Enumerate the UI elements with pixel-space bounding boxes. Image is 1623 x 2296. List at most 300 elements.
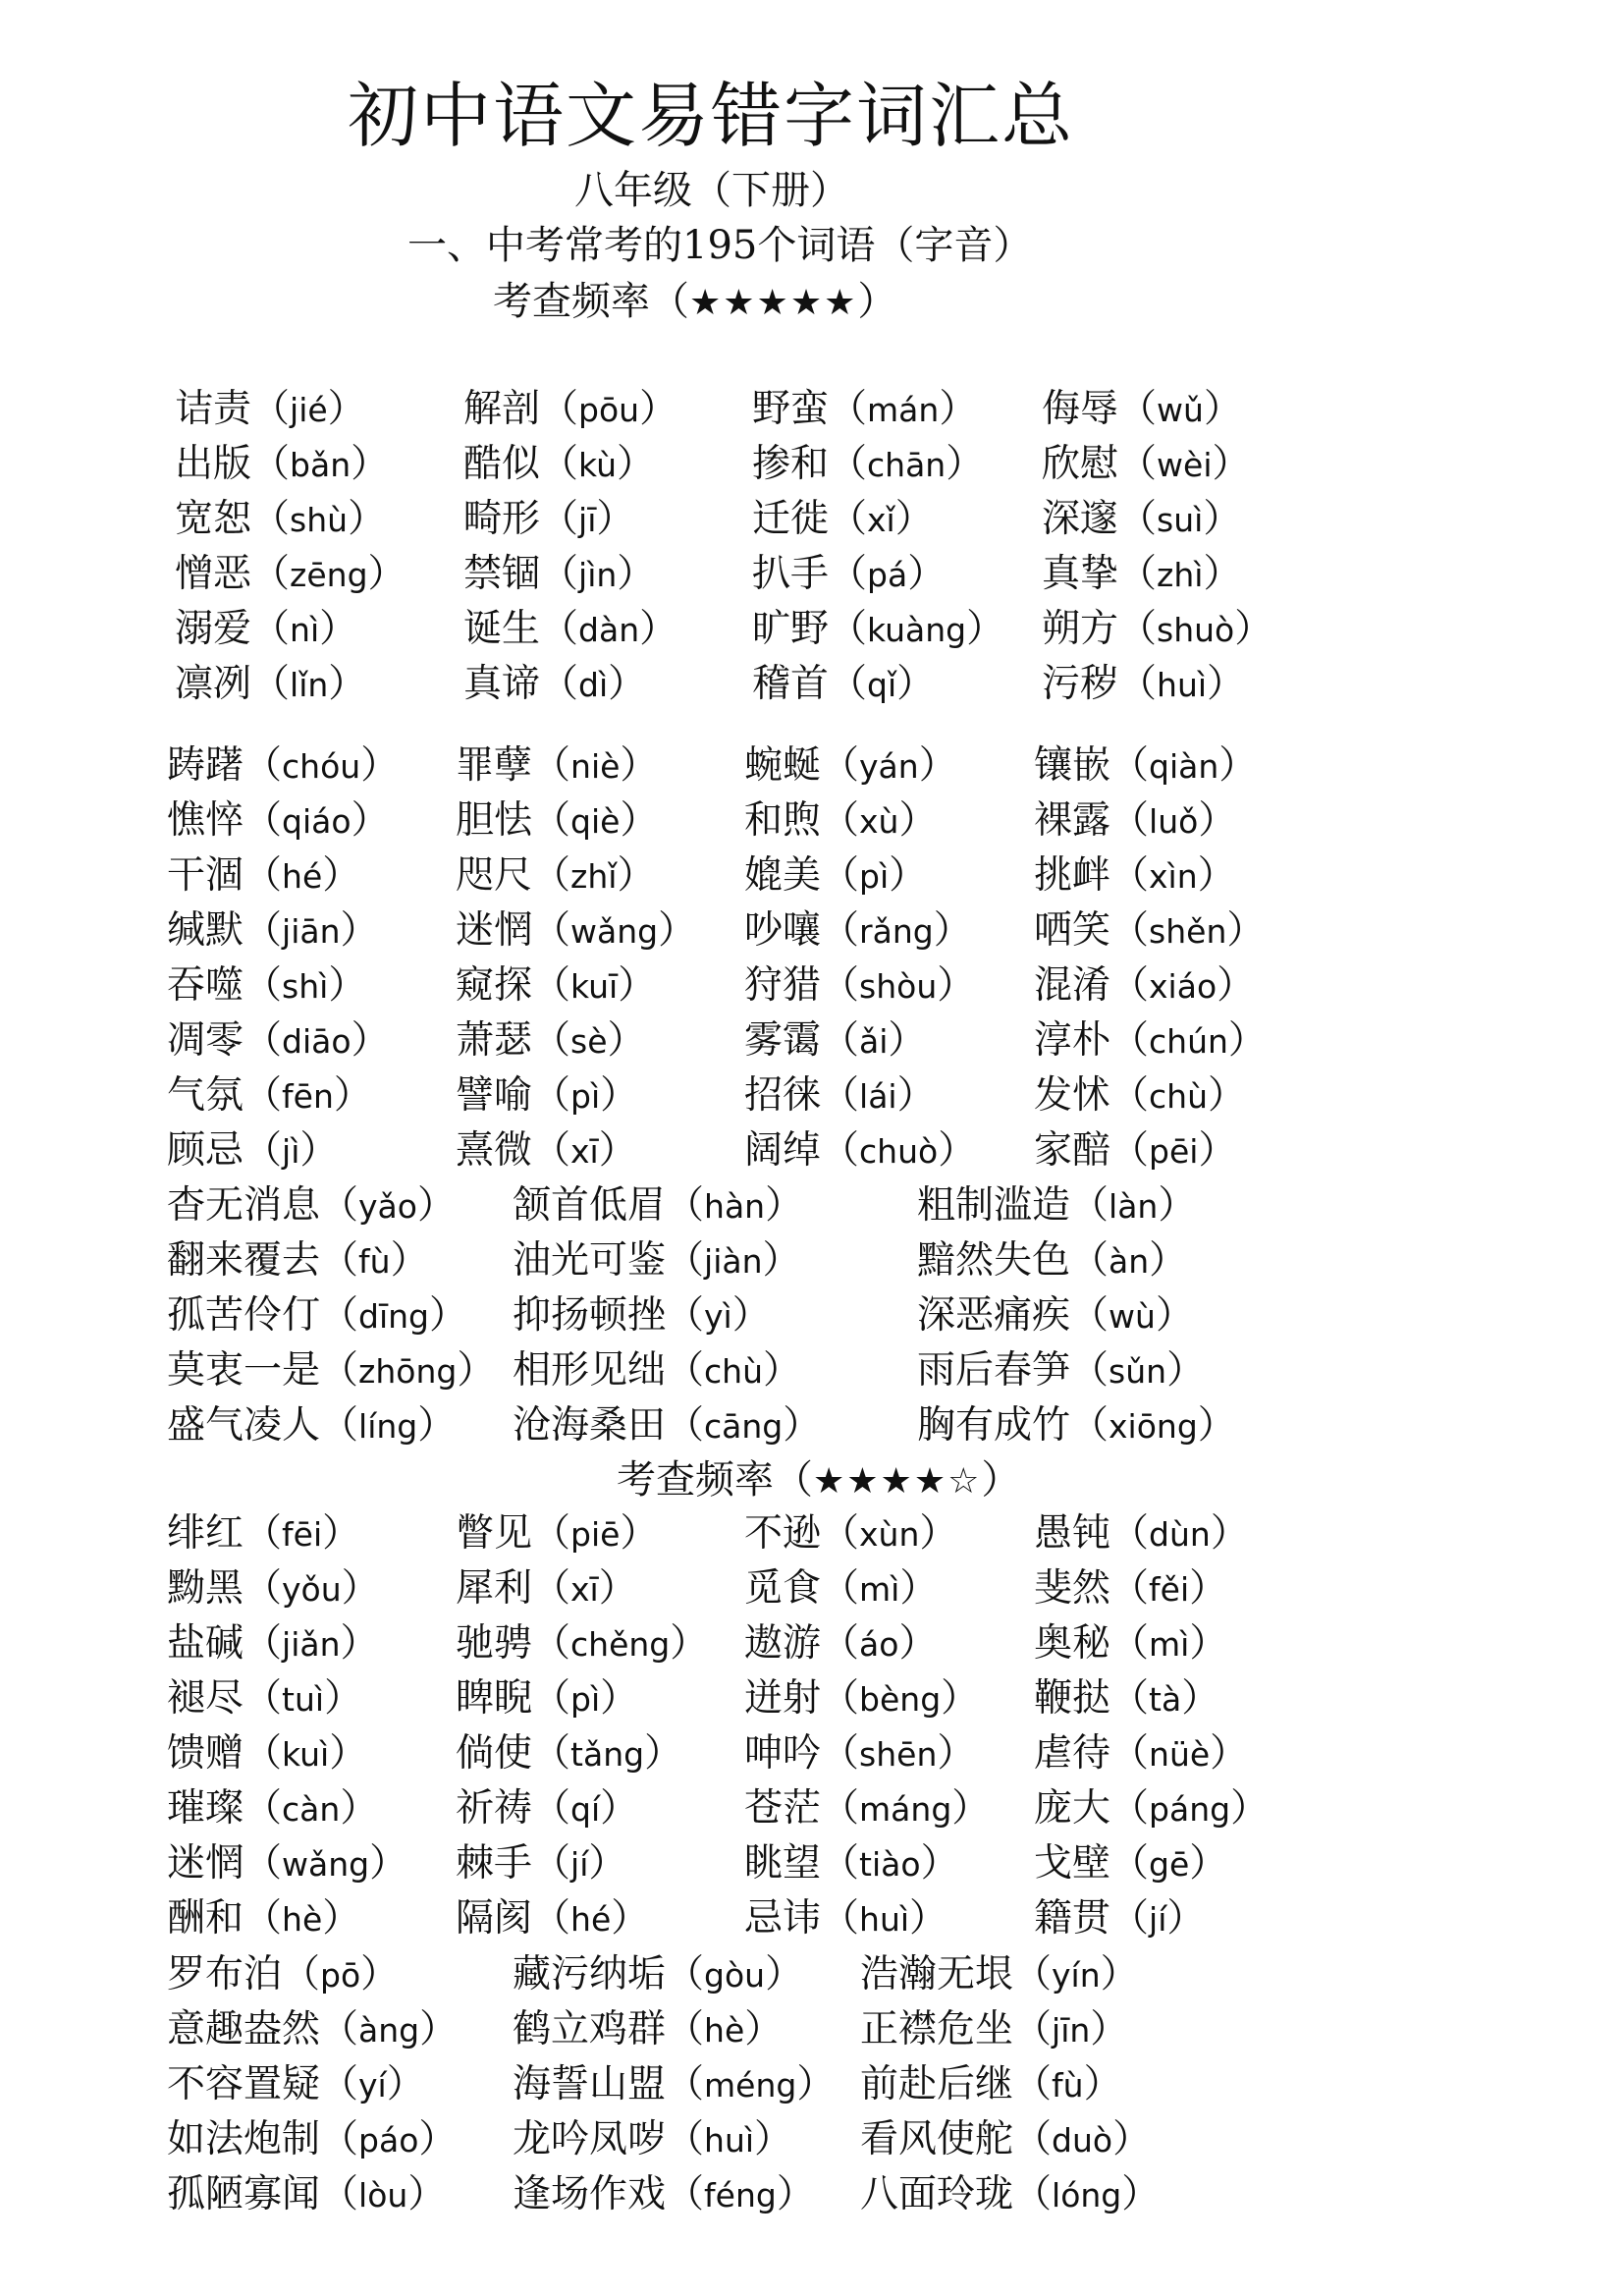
paren-open: （ (532, 798, 571, 843)
pinyin-text: lóng (1052, 2176, 1122, 2214)
pinyin-text: jí (570, 1845, 589, 1884)
paren-close: ） (1189, 1621, 1228, 1666)
paren-close: ） (765, 1952, 804, 1996)
word-text: 黯然失色 (917, 1238, 1071, 1283)
pinyin-text: cāng (704, 1407, 784, 1446)
paren-open: （ (243, 1841, 283, 1886)
word-text: 眺望 (744, 1841, 822, 1886)
paren-close: ） (765, 1183, 804, 1228)
word-text: 鹤立鸡群 (513, 2007, 667, 2051)
pinyin-text: máng (859, 1790, 952, 1829)
word-text: 狩猎 (744, 963, 822, 1008)
paren-close: ） (416, 1183, 456, 1228)
paren-open: （ (540, 497, 579, 541)
paren-open: （ (243, 743, 283, 788)
paren-open: （ (320, 1403, 359, 1448)
word-text: 混淆 (1034, 963, 1111, 1008)
pinyin-text: xìn (1149, 857, 1198, 896)
pinyin-text: huì (704, 2121, 755, 2159)
pinyin-text: pì (570, 1077, 601, 1116)
paren-open: （ (1070, 1293, 1109, 1338)
pinyin-text: àn (1109, 1242, 1150, 1281)
pinyin-text: zhōng (358, 1352, 458, 1391)
pinyin-text: qiè (570, 802, 621, 841)
paren-open: （ (243, 798, 283, 843)
word-entry (463, 653, 646, 708)
grade-heading: 八年级（下册） (574, 168, 849, 213)
word-entry (1034, 1832, 1227, 1887)
word-entry (513, 1943, 803, 1998)
frequency-label: 考查频率（ (493, 279, 689, 324)
pinyin-text: zēng (290, 556, 368, 594)
word-text: 驰骋 (456, 1621, 533, 1666)
pinyin-text: dì (578, 666, 609, 704)
word-text: 盛气凌人 (167, 1403, 321, 1448)
pinyin-text: xiáo (1149, 967, 1217, 1006)
word-text: 酬和 (167, 1896, 244, 1941)
paren-open: （ (320, 2062, 359, 2106)
paren-close: ） (1208, 1073, 1247, 1118)
paren-open: （ (821, 1511, 860, 1556)
paren-close: ） (1090, 2007, 1129, 2051)
word-text: 鞭挞 (1034, 1676, 1111, 1721)
word-text: 罪孽 (456, 743, 533, 788)
paren-close: ） (888, 1018, 927, 1063)
pinyin-text: tà (1149, 1680, 1182, 1719)
paren-close: ） (898, 1621, 938, 1666)
paren-close: ） (299, 1128, 339, 1173)
pinyin-text: chuò (859, 1132, 939, 1171)
word-entry (752, 378, 977, 433)
paren-close: ） (966, 607, 1005, 651)
paren-close: ） (1227, 1018, 1267, 1063)
word-text: 前赴后继 (860, 2062, 1014, 2106)
word-text: 粗制滥造 (917, 1183, 1071, 1228)
paren-close: ） (341, 1566, 380, 1611)
pinyin-text: pō (320, 1956, 361, 1995)
paren-open: （ (829, 607, 868, 651)
word-entry (167, 955, 366, 1010)
word-entry (167, 900, 379, 955)
word-entry (744, 845, 927, 900)
word-entry (1034, 1667, 1219, 1722)
word-text: 沧海桑田 (513, 1403, 667, 1448)
paren-open: （ (1110, 1841, 1150, 1886)
pinyin-text: chěng (570, 1625, 671, 1664)
word-text: 如法炮制 (167, 2117, 321, 2161)
word-entry (1042, 378, 1242, 433)
paren-open: （ (821, 798, 860, 843)
paren-close: ） (1234, 607, 1273, 651)
paren-close: ） (386, 2062, 425, 2106)
word-text: 裸露 (1034, 798, 1111, 843)
word-text: 深恶痛疾 (917, 1293, 1071, 1338)
word-entry (860, 1998, 1128, 2053)
word-entry (167, 1832, 407, 1887)
word-text: 禁锢 (463, 552, 541, 596)
paren-close: ） (1181, 1676, 1220, 1721)
paren-open: （ (1110, 1566, 1150, 1611)
word-text: 旷野 (752, 607, 830, 651)
page-title: 初中语文易错字词汇总 (347, 75, 1074, 157)
pinyin-text: shěn (1149, 912, 1227, 951)
word-text: 迷惘 (167, 1841, 244, 1886)
pinyin-text: shuò (1157, 611, 1235, 649)
word-text: 觅食 (744, 1566, 822, 1611)
pinyin-text: zhǐ (570, 857, 618, 896)
paren-close: ） (1166, 1896, 1206, 1941)
paren-close: ） (1121, 2172, 1161, 2216)
paren-open: （ (251, 552, 291, 596)
word-entry (167, 1998, 458, 2053)
paren-open: （ (1013, 1952, 1053, 1996)
paren-open: （ (666, 1293, 705, 1338)
word-text: 浩瀚无垠 (860, 1952, 1014, 1996)
word-entry (456, 1832, 626, 1887)
word-text: 憎恶 (175, 552, 252, 596)
paren-open: （ (1070, 1403, 1109, 1448)
paren-close: ） (1149, 1238, 1188, 1283)
paren-close: ） (937, 1731, 976, 1776)
pinyin-text: yí (358, 2066, 387, 2105)
word-text: 阔绰 (744, 1128, 822, 1173)
paren-open: （ (821, 1731, 860, 1776)
paren-close: ） (617, 442, 656, 486)
word-text: 颔首低眉 (513, 1183, 667, 1228)
paren-close: ） (1083, 2062, 1122, 2106)
pinyin-text: wèi (1157, 446, 1213, 484)
paren-open: （ (532, 1731, 571, 1776)
word-entry (456, 1120, 637, 1175)
word-text: 雾霭 (744, 1018, 822, 1063)
word-entry (456, 845, 655, 900)
word-text: 凛冽 (175, 662, 252, 706)
pinyin-text: fěi (1149, 1570, 1190, 1609)
paren-close: ） (418, 2117, 458, 2161)
word-text: 褪尽 (167, 1676, 244, 1721)
word-entry (456, 735, 658, 790)
paren-open: （ (243, 1128, 283, 1173)
paren-open: （ (282, 1952, 321, 1996)
star-rating-icon: ★★★★★ (689, 283, 858, 323)
paren-close: ） (670, 1621, 709, 1666)
paren-open: （ (251, 607, 291, 651)
word-entry (744, 1558, 938, 1613)
word-text: 真谛 (463, 662, 541, 706)
pinyin-text: mì (859, 1570, 900, 1609)
pinyin-text: zhì (1157, 556, 1204, 594)
paren-open: （ (243, 1566, 283, 1611)
paren-close: ） (322, 853, 361, 898)
word-text: 深邃 (1042, 497, 1119, 541)
paren-open: （ (243, 853, 283, 898)
word-entry (175, 378, 366, 433)
word-entry (456, 1010, 646, 1065)
word-entry (167, 1887, 360, 1942)
paren-close: ） (744, 2007, 784, 2051)
paren-open: （ (821, 1018, 860, 1063)
paren-open: （ (251, 497, 291, 541)
paren-open: （ (1013, 2172, 1053, 2216)
pinyin-text: huì (859, 1900, 910, 1939)
paren-close: ） (328, 963, 367, 1008)
paren-open: （ (666, 1238, 705, 1283)
word-entry (1034, 1887, 1205, 1942)
word-text: 逢场作戏 (513, 2172, 667, 2216)
paren-close: ） (390, 1238, 429, 1283)
paren-open: （ (1070, 1238, 1109, 1283)
pinyin-text: jī (578, 501, 597, 539)
pinyin-text: yì (704, 1297, 732, 1336)
paren-close: ） (600, 1073, 639, 1118)
paren-close: ） (1189, 1566, 1228, 1611)
word-text: 朔方 (1042, 607, 1119, 651)
pinyin-text: huì (1157, 666, 1208, 704)
paren-close: ） (644, 1731, 683, 1776)
pinyin-text: fēn (282, 1077, 334, 1116)
frequency-heading-four-star (617, 1449, 1020, 1504)
word-entry (752, 653, 935, 708)
word-entry (1034, 1613, 1227, 1667)
word-text: 宽恕 (175, 497, 252, 541)
word-entry (456, 1558, 637, 1613)
paren-close: ） (1197, 853, 1236, 898)
word-entry (1034, 1503, 1249, 1558)
paren-open: （ (1118, 497, 1158, 541)
pinyin-text: dàn (578, 611, 640, 649)
pinyin-text: xù (859, 802, 899, 841)
paren-close: ） (1207, 662, 1246, 706)
paren-close: ） (909, 1896, 948, 1941)
word-text: 雨后春笋 (917, 1348, 1071, 1393)
pinyin-text: jì (282, 1132, 300, 1171)
pinyin-text: fù (358, 1242, 391, 1281)
word-text: 睥睨 (456, 1676, 533, 1721)
word-text: 龙吟凤哕 (513, 2117, 667, 2161)
word-entry (167, 1503, 360, 1558)
word-text: 棘手 (456, 1841, 533, 1886)
pinyin-text: jié (290, 391, 328, 429)
word-entry (513, 1998, 783, 2053)
paren-open: （ (1110, 853, 1150, 898)
word-text: 藏污纳垢 (513, 1952, 667, 1996)
pinyin-text: fēi (282, 1515, 323, 1554)
paren-close: ） (618, 963, 657, 1008)
word-entry (1034, 845, 1236, 900)
frequency-heading-five-star (493, 270, 896, 326)
paren-open: （ (1118, 662, 1158, 706)
paren-close: ） (1198, 798, 1237, 843)
word-text: 蜿蜒 (744, 743, 822, 788)
paren-close: ） (598, 1566, 637, 1611)
word-entry (456, 1667, 638, 1722)
word-entry (744, 1722, 975, 1777)
paren-close: ） (918, 743, 957, 788)
word-text: 家醅 (1034, 1128, 1111, 1173)
word-text: 馈赠 (167, 1731, 244, 1776)
paren-close: ） (324, 1676, 363, 1721)
word-entry (1034, 790, 1236, 845)
word-entry (1034, 1777, 1269, 1832)
pinyin-text: qǐ (867, 666, 897, 704)
paren-open: （ (1110, 798, 1150, 843)
word-text: 抑扬顿挫 (513, 1293, 667, 1338)
word-text: 油光可鉴 (513, 1238, 667, 1283)
pinyin-text: lòu (358, 2176, 408, 2214)
paren-open: （ (666, 2172, 705, 2216)
word-entry (744, 1503, 957, 1558)
paren-open: （ (1110, 1511, 1150, 1556)
paren-close: ） (1155, 1293, 1194, 1338)
paren-open: （ (1110, 1896, 1150, 1941)
pinyin-text: sǔn (1109, 1352, 1167, 1391)
word-entry (744, 955, 975, 1010)
pinyin-text: qiàn (1149, 747, 1219, 786)
word-entry (744, 1065, 936, 1120)
word-text: 愚钝 (1034, 1511, 1111, 1556)
pinyin-text: yán (859, 747, 919, 786)
pinyin-text: nüè (1149, 1735, 1211, 1774)
pinyin-text: méng (704, 2066, 797, 2105)
pinyin-text: gòu (704, 1956, 766, 1995)
word-text: 倘使 (456, 1731, 533, 1776)
paren-open: （ (1110, 1018, 1150, 1063)
paren-close: ） (1112, 2117, 1152, 2161)
word-entry (1034, 1120, 1236, 1175)
paren-close: ） (327, 387, 366, 431)
paren-close: ） (1198, 1128, 1237, 1173)
word-text: 缄默 (167, 908, 244, 953)
word-entry (1034, 1558, 1227, 1613)
paren-close: ） (1217, 963, 1256, 1008)
pinyin-text: ǎi (859, 1022, 889, 1061)
paren-open: （ (1118, 442, 1158, 486)
paren-open: （ (532, 1073, 571, 1118)
word-text: 凋零 (167, 1018, 244, 1063)
word-entry (463, 378, 677, 433)
paren-open: （ (243, 963, 283, 1008)
paren-open: （ (243, 1073, 283, 1118)
word-text: 不逊 (744, 1511, 822, 1556)
paren-open: （ (532, 1018, 571, 1063)
word-entry (917, 1339, 1205, 1394)
word-entry (1034, 1010, 1267, 1065)
word-text: 踌躇 (167, 743, 244, 788)
paren-close: ） (754, 2117, 793, 2161)
pinyin-text: hàn (704, 1187, 766, 1226)
word-text: 熹微 (456, 1128, 533, 1173)
word-text: 八面玲珑 (860, 2172, 1014, 2216)
paren-close: ） (608, 662, 647, 706)
paren-open: （ (532, 1128, 571, 1173)
word-entry (167, 1613, 379, 1667)
pinyin-text: wǔ (1157, 391, 1204, 429)
pinyin-text: tǎng (570, 1735, 645, 1774)
pinyin-text: niè (570, 747, 621, 786)
pinyin-text: piē (570, 1515, 621, 1554)
paren-close: ） (620, 1511, 659, 1556)
word-text: 淳朴 (1034, 1018, 1111, 1063)
pinyin-text: pēi (1149, 1132, 1199, 1171)
word-entry (456, 790, 658, 845)
word-text: 镶嵌 (1034, 743, 1111, 788)
word-entry (167, 1285, 467, 1339)
word-entry (175, 543, 406, 598)
word-entry (463, 433, 655, 488)
word-text: 虐待 (1034, 1731, 1111, 1776)
word-entry (167, 2163, 446, 2218)
word-entry (1034, 735, 1257, 790)
word-entry (167, 2053, 425, 2108)
word-entry (752, 488, 934, 543)
pinyin-text: sè (570, 1022, 608, 1061)
word-entry (513, 2163, 815, 2218)
paren-open: （ (821, 963, 860, 1008)
word-text: 萧瑟 (456, 1018, 533, 1063)
pinyin-text: chóu (282, 747, 361, 786)
paren-open: （ (1110, 1128, 1150, 1173)
pinyin-text: qí (570, 1790, 601, 1829)
word-entry (167, 1010, 390, 1065)
word-text: 祈祷 (456, 1786, 533, 1831)
word-text: 隔阂 (456, 1896, 533, 1941)
paren-open: （ (1110, 743, 1150, 788)
star-rating-icon: ★★★★☆ (813, 1461, 982, 1502)
paren-close: ） (360, 1952, 400, 1996)
paren-close: ） (1189, 1841, 1228, 1886)
word-text: 扒手 (752, 552, 830, 596)
paren-open: （ (532, 1511, 571, 1556)
paren-open: （ (666, 1952, 705, 1996)
pinyin-text: luǒ (1149, 802, 1199, 841)
paren-close: ） (322, 1511, 361, 1556)
paren-open: （ (829, 497, 868, 541)
word-entry (744, 1120, 976, 1175)
paren-open: （ (243, 1018, 283, 1063)
word-entry (744, 1777, 990, 1832)
paren-close: ） (937, 963, 976, 1008)
word-entry (513, 1230, 801, 1285)
word-entry (167, 845, 360, 900)
paren-open: （ (666, 1348, 705, 1393)
paren-open: （ (829, 552, 868, 596)
word-entry (456, 1065, 638, 1120)
paren-open: （ (243, 1731, 283, 1776)
word-entry (1042, 653, 1245, 708)
paren-close: ） (776, 2172, 815, 2216)
pinyin-text: xiōng (1109, 1407, 1198, 1446)
paren-close: ） (367, 552, 406, 596)
paren-close: ） (1166, 1348, 1206, 1393)
word-entry (744, 735, 957, 790)
word-text: 莫衷一是 (167, 1348, 321, 1393)
paren-open: （ (1110, 1621, 1150, 1666)
pinyin-text: xùn (859, 1515, 920, 1554)
pinyin-text: dùn (1149, 1515, 1211, 1554)
pinyin-text: shù (290, 501, 349, 539)
paren-close: ） (340, 908, 379, 953)
word-entry (175, 598, 357, 653)
word-text: 璀璨 (167, 1786, 244, 1831)
word-text: 瞥见 (456, 1511, 533, 1556)
pinyin-text: jiān (282, 912, 341, 951)
pinyin-text: jiǎn (282, 1625, 341, 1664)
word-text: 气氛 (167, 1073, 244, 1118)
word-text: 绯红 (167, 1511, 244, 1556)
pinyin-text: gē (1149, 1845, 1190, 1884)
paren-close: ） (620, 798, 659, 843)
pinyin-text: diāo (282, 1022, 352, 1061)
